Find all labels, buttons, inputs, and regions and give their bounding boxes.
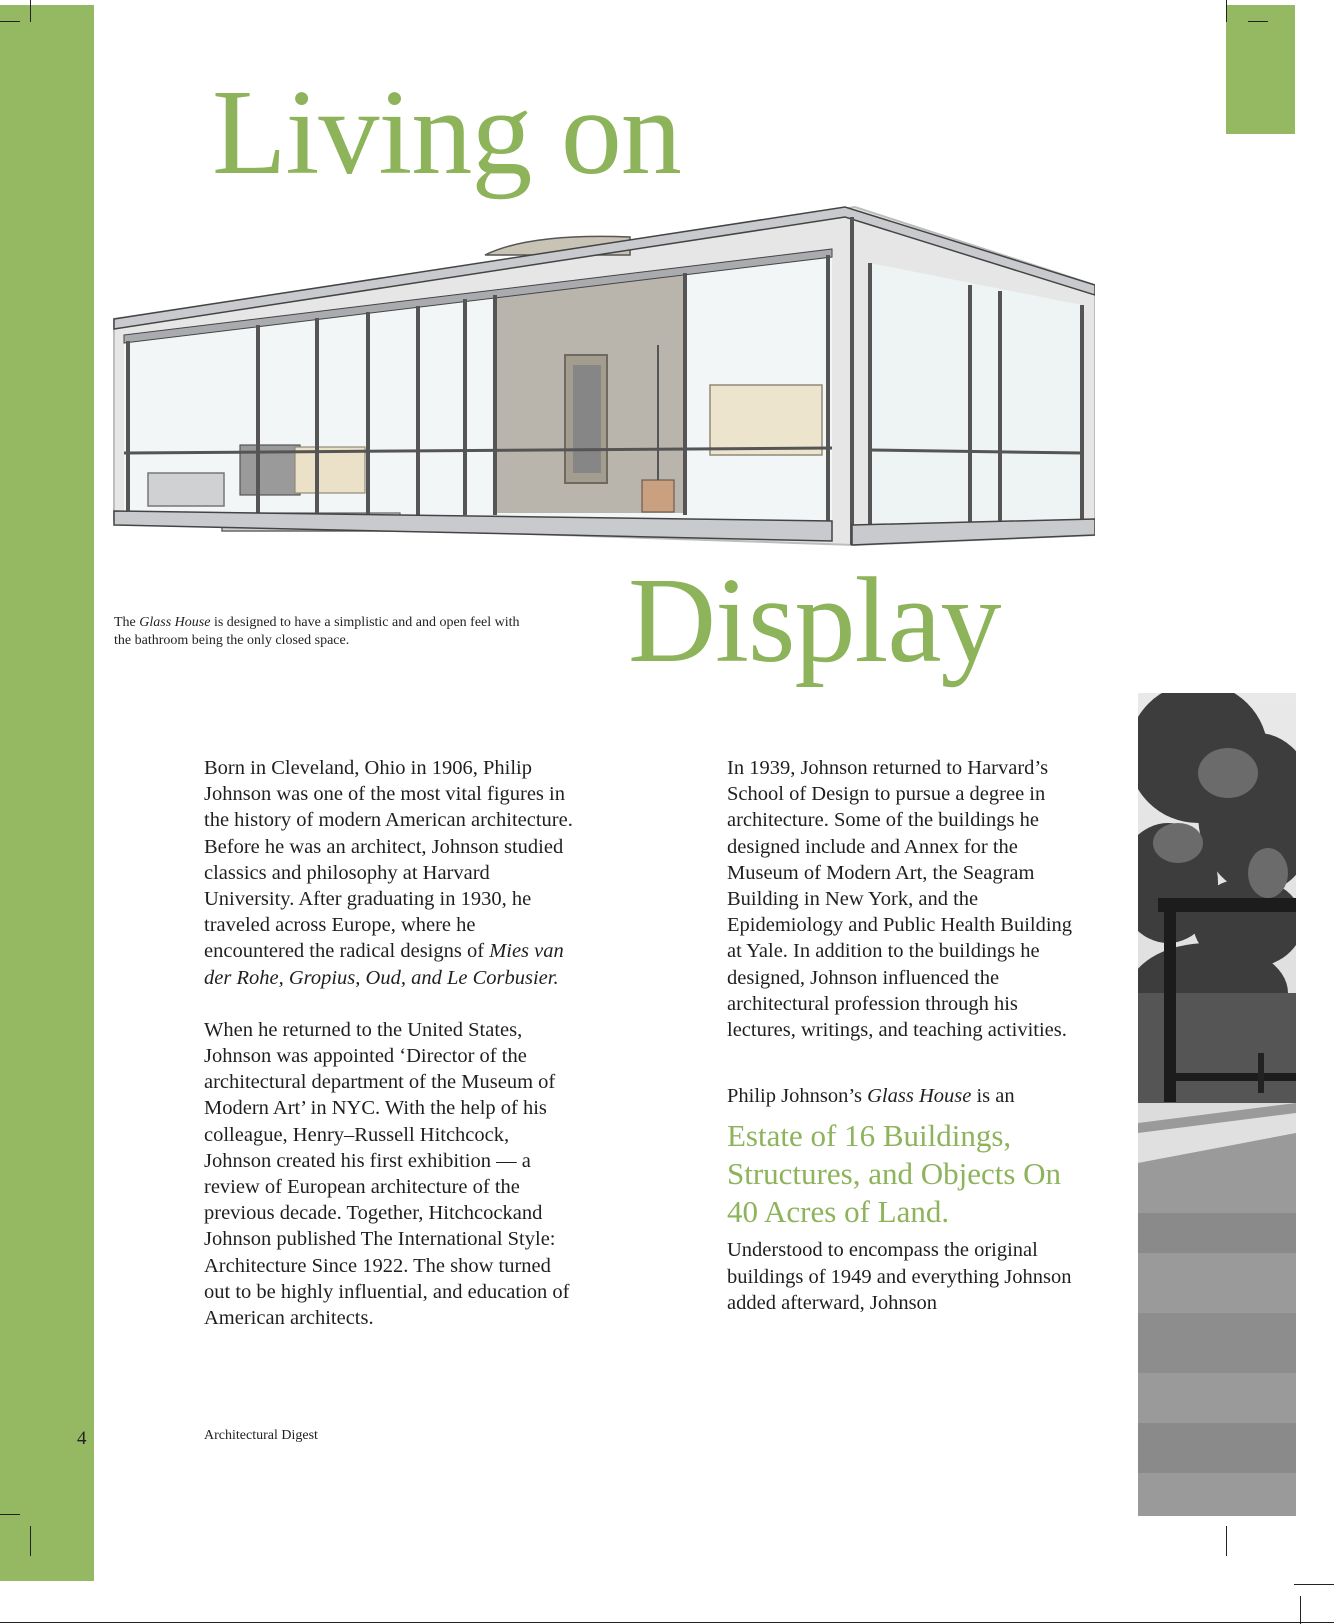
paragraph: Born in Cleveland, Ohio in 1906, Philip Johnson was one of the most vital figures in the history of modern American architecture. Before he was an architect, Johnson studied classics and philosophy at Harvard University. After graduating in 1930, he traveled across Europe, where he encountered the radical designs of Mies van der Rohe, Gropius, Oud, and Le Corbusier. (204, 757, 573, 989)
publication-name: Architectural Digest (204, 1428, 318, 1443)
page-title-line1: Living on (212, 65, 681, 200)
page-title-line2: Display (628, 553, 1001, 688)
crop-mark (30, 0, 31, 22)
crop-mark (0, 1514, 20, 1515)
crop-mark (1248, 21, 1268, 22)
lead-sentence: Philip Johnson’s Glass House is an (727, 1085, 1015, 1108)
illustration-caption: The Glass House is designed to have a simplistic and and open feel with the bathroom being the only closed space. (114, 615, 520, 648)
glass-house-illustration (110, 195, 1095, 560)
crop-mark (0, 21, 20, 22)
crop-mark (1294, 1584, 1334, 1585)
page-bottom-line (0, 1622, 1334, 1623)
paragraph: In 1939, Johnson returned to Harvard’s School of Design to pursue a degree in architecture. Some of the buildings he designed include and Annex for the Museum of Modern Art, the Seagram Building in New York, and the Epidemiology and Public Health Building at Yale. In addition to the buildings he designed, Johnson influenced the architectural profession through his lectures, writings, and teaching activities. (727, 757, 1073, 1042)
page-number: 4 (77, 1428, 87, 1449)
paragraph: When he returned to the United States, Johnson was appointed ‘Director of the architectural department of the Museum of Modern Art’ in NYC. With the help of his colleague, Henry–Russell Hitchcock, Johnson created his first exhibition — a review of European architecture of the previous decade. Together, Hitchcockand Johnson published The International Style: Architecture Since 1922. The show turned out to be highly influential, and education of American architects. (204, 1018, 570, 1330)
crop-mark (1226, 0, 1227, 22)
glass-house-photo (1138, 693, 1296, 1516)
body-column-right (727, 755, 1077, 1316)
crop-mark (1300, 1596, 1301, 1624)
pull-quote: Estate of 16 Buildings, Structures, and Objects On 40 Acres of Land. (727, 1118, 1062, 1230)
paragraph: Understood to encompass the original buildings of 1949 and everything Johnson added afterward, Johnson (727, 1239, 1072, 1314)
crop-mark (1226, 1526, 1227, 1556)
body-column-left (204, 755, 574, 1331)
left-green-bar (0, 5, 94, 1581)
top-right-green-tab (1226, 5, 1295, 134)
crop-mark (30, 1526, 31, 1556)
